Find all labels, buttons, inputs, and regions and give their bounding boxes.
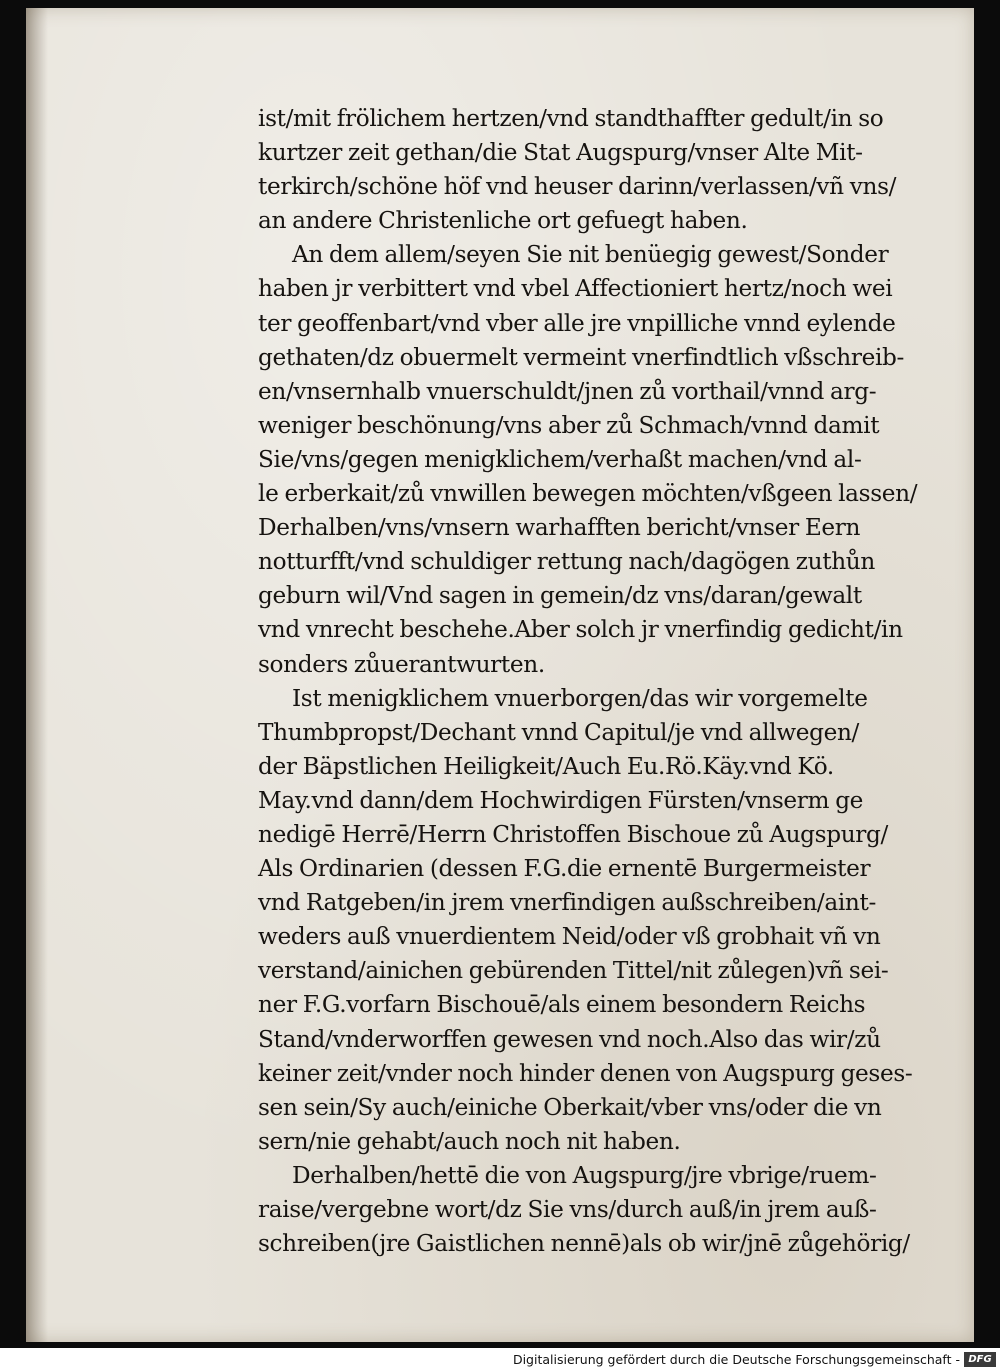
text-line: Derhalben/vns/vnsern warhafften bericht/vnser Eern [258, 514, 861, 542]
paragraph-start-line: Ist menigklichem vnuerborgen/das wir vorgemelte [292, 684, 868, 712]
text-line: ist/mit frölichem hertzen/vnd standthaffter gedult/in so [258, 105, 884, 132]
text-line: weniger beschönung/vns aber zů Schmach/vnnd damit [258, 411, 880, 439]
text-line: terkirch/schöne höf vnd heuser darinn/verlassen/vñ vns/ [258, 173, 897, 201]
paragraph-start-line: An dem allem/seyen Sie nit benüegig gewest/Sonder [292, 241, 889, 269]
text-line: vnd Ratgeben/in jrem vnerfindigen außschreiben/aint- [258, 889, 876, 917]
text-line: ner F.G.vorfarn Bischouē/als einem besondern Reichs [258, 991, 866, 1019]
text-line: schreiben(jre Gaistlichen nennē)als ob wir/jnē zůgehörig/ [258, 1230, 910, 1258]
text-line: Als Ordinarien (dessen F.G.die ernentē Burgermeister [258, 855, 871, 883]
text-line: raise/vergebne wort/dz Sie vns/durch auß/in jrem auß- [258, 1196, 877, 1223]
funding-credit-text: Digitalisierung gefördert durch die Deutsche Forschungsgemeinschaft - [512, 1352, 960, 1367]
text-line: weders auß vnuerdientem Neid/oder vß grobhait vñ vn [258, 923, 881, 951]
text-line: sen sein/Sy auch/einiche Oberkait/vber vns/oder die vn [258, 1093, 882, 1121]
text-line: Stand/vnderworffen gewesen vnd noch.Also das wir/zů [258, 1025, 881, 1053]
text-line: nedigē Herrē/Herrn Christoffen Bischoue zů Augspurg/ [258, 820, 888, 848]
dfg-logo-icon: DFG [964, 1352, 996, 1367]
text-line: May.vnd dann/dem Hochwirdigen Fürsten/vnserm ge [258, 786, 864, 814]
paragraph-start-line: Derhalben/hettē die von Augspurg/jre vbrige/ruem- [292, 1161, 877, 1189]
text-line: le erberkait/zů vnwillen bewegen möchten/vßgeen lassen/ [258, 480, 918, 508]
text-line: sern/nie gehabt/auch noch nit haben. [258, 1127, 681, 1155]
text-line: en/vnsernhalb vnuerschuldt/jnen zů vorthail/vnnd arg- [258, 377, 877, 405]
text-line: ter geoffenbart/vnd vber alle jre vnpilliche vnnd eylende [258, 309, 896, 337]
text-line: der Bäpstlichen Heiligkeit/Auch Eu.Rö.Käy.vnd Kö. [258, 752, 834, 780]
text-line: Thumbpropst/Dechant vnnd Capitul/je vnd allwegen/ [258, 718, 860, 746]
text-line: keiner zeit/vnder noch hinder denen von Augspurg geses- [258, 1059, 913, 1087]
text-line: kurtzer zeit gethan/die Stat Augspurg/vnser Alte Mit- [258, 139, 863, 167]
digitization-footer [0, 1350, 1000, 1370]
text-line: verstand/ainichen gebürenden Tittel/nit zůlegen)vñ sei- [258, 957, 889, 985]
text-line: haben jr verbittert vnd vbel Affectioniert hertz/noch wei [258, 275, 893, 303]
text-line: Sie/vns/gegen menigklichem/verhaßt machen/vnd al- [258, 445, 862, 473]
text-line: notturfft/vnd schuldiger rettung nach/dagögen zuthůn [258, 548, 875, 576]
text-line: vnd vnrecht beschehe.Aber solch jr vnerfindig gedicht/in [258, 616, 903, 644]
text-line: gethaten/dz obuermelt vermeint vnerfindtlich vßschreib- [258, 343, 904, 371]
page-text-block [258, 102, 948, 1261]
text-line: an andere Christenliche ort gefuegt haben. [258, 207, 748, 235]
gutter-shadow [26, 8, 48, 1342]
text-line: geburn wil/Vnd sagen in gemein/dz vns/daran/gewalt [258, 582, 862, 610]
text-line: sonders zůuerantwurten. [258, 650, 545, 678]
